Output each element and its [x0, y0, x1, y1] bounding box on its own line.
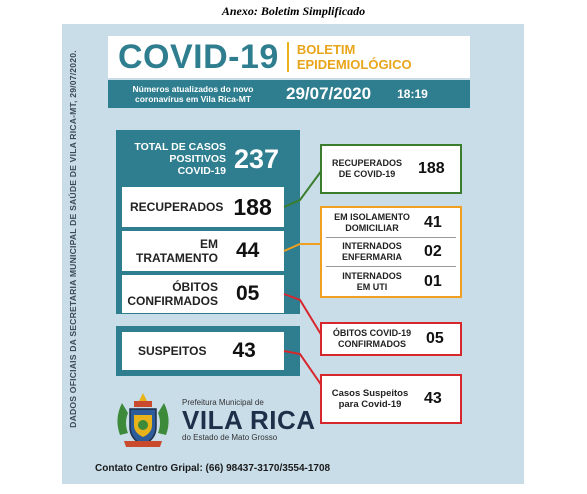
boletim-line-2: EPIDEMIOLÓGICO: [296, 57, 412, 72]
detail-suspects-box: [320, 374, 462, 424]
contact-line: Contato Centro Gripal: (66) 98437-3170/3554-1708: [95, 463, 331, 474]
detail-recovered-value: 188: [418, 160, 445, 177]
detail-icu: [326, 267, 456, 296]
detail-recovered-line-1: RECUPERADOS: [331, 158, 402, 168]
logo-bottom-line: do Estado de Mato Grosso: [182, 433, 278, 442]
connector-recovered: [284, 170, 322, 207]
detail-deaths-value: 05: [426, 330, 444, 347]
connector-treatment: [284, 244, 322, 251]
update-note-line-1: Números atualizados do novo: [132, 84, 254, 94]
deaths-line-1: ÓBITOS: [172, 280, 218, 294]
treatment-line-1: EM: [200, 237, 218, 251]
total-cases-value: 237: [234, 143, 280, 174]
recovered-label: RECUPERADOS: [130, 200, 224, 214]
total-line-2: POSITIVOS: [169, 153, 226, 165]
document-caption: Anexo: Boletim Simplificado: [221, 4, 366, 18]
bulletin-date: 29/07/2020: [286, 84, 372, 103]
coat-of-arms-icon: [112, 389, 174, 451]
bulletin-time: 18:19: [397, 87, 428, 101]
icu-line-1: INTERNADOS: [342, 270, 402, 281]
recovered-value: 188: [233, 193, 272, 220]
deaths-line-2: CONFIRMADOS: [127, 294, 218, 308]
suspects-value: 43: [232, 339, 256, 362]
detail-deaths-line-1: ÓBITOS COVID-19: [332, 328, 412, 338]
logo-text: [182, 398, 316, 442]
detail-suspects-line-2: para Covid-19: [338, 399, 402, 410]
detail-deaths-box: [320, 322, 462, 356]
side-source-label: DADOS OFICIAIS DA SECRETARIA MUNICIPAL DE SAÚDE DE VILA RICA-MT, 29/07/2020.: [68, 50, 78, 428]
home-isolation-label: [326, 212, 418, 234]
connector-suspects: [284, 351, 322, 386]
detail-deaths-label: [322, 328, 422, 350]
detail-home-isolation: [326, 208, 456, 238]
total-line-1: TOTAL DE CASOS: [134, 141, 226, 153]
treatment-value: 44: [236, 239, 260, 262]
detail-recovered-label: [322, 158, 412, 180]
logo-top-line: Prefeitura Municipal de: [182, 398, 264, 407]
detail-treatment-box: [320, 206, 462, 298]
covid-title: COVID-19: [118, 37, 279, 76]
ward-label: [326, 241, 418, 263]
connector-deaths: [284, 294, 322, 336]
update-note-line-2: coronavírus em Vila Rica-MT: [134, 94, 252, 104]
icu-value: 01: [424, 272, 442, 290]
deaths-value: 05: [236, 282, 260, 305]
total-line-3: COVID-19: [177, 165, 226, 177]
detail-deaths-line-2: CONFIRMADOS: [338, 339, 406, 349]
boletim-line-1: BOLETIM: [296, 42, 356, 57]
home-isolation-line-1: EM ISOLAMENTO: [334, 211, 410, 222]
ward-line-1: INTERNADOS: [342, 241, 402, 251]
icu-label: [326, 271, 418, 293]
detail-recovered-line-2: DE COVID-19: [338, 169, 396, 179]
detail-recovered-box: [320, 144, 462, 194]
detail-ward: [326, 238, 456, 267]
logo-name: VILA RICA: [182, 405, 316, 435]
ward-value: 02: [424, 243, 442, 260]
detail-suspects-label: [322, 388, 418, 410]
ward-line-2: ENFERMARIA: [342, 252, 402, 262]
home-isolation-line-2: DOMICILIAR: [345, 222, 399, 233]
treatment-line-2: TRATAMENTO: [136, 251, 218, 265]
icu-line-2: EM UTI: [356, 281, 388, 292]
home-isolation-value: 41: [424, 213, 442, 231]
detail-suspects-value: 43: [424, 390, 442, 407]
municipality-logo: [112, 388, 332, 452]
suspects-label: SUSPEITOS: [138, 344, 207, 358]
detail-suspects-line-1: Casos Suspeitos: [331, 388, 409, 399]
